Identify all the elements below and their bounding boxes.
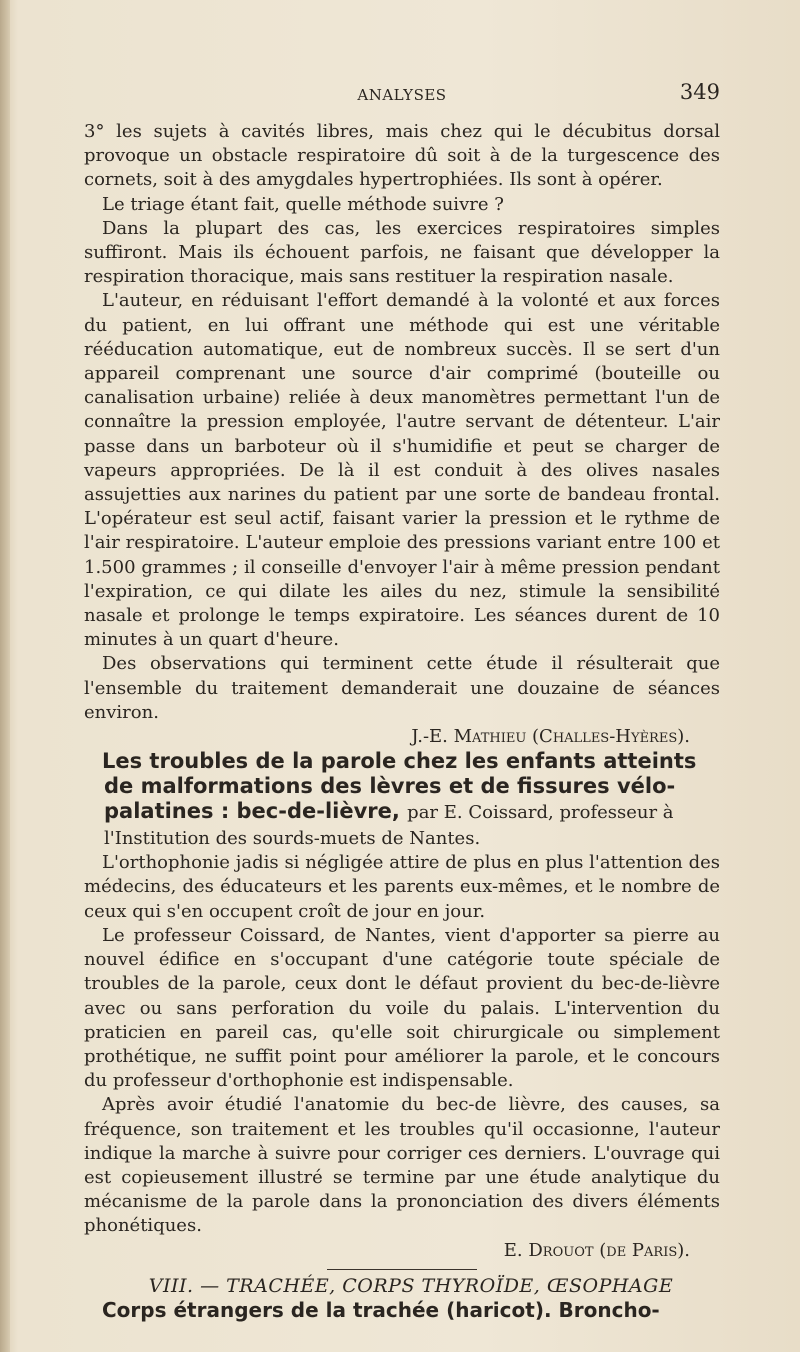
page-header xyxy=(84,80,720,110)
paragraph: Dans la plupart des cas, les exercices respiratoires simples suffiront. Mais ils échouent parfois, ne faisant que développer la respiration thoracique, mais sans restituer la respiration nasale. xyxy=(84,217,720,288)
author-signature: J.-E. Mathieu (Challes-Hyères). xyxy=(411,726,690,748)
paragraph: Le triage étant fait, quelle méthode suivre ? xyxy=(102,193,504,215)
chapter-heading: VIII. — TRACHÉE, CORPS THYROÏDE, ŒSOPHAGE xyxy=(148,1274,674,1297)
article-title xyxy=(84,749,720,851)
body-text xyxy=(84,120,720,1322)
running-head: ANALYSES xyxy=(357,86,447,104)
paragraph: Après avoir étudié l'anatomie du bec-de lièvre, des causes, sa fréquence, son traitement et les troubles qu'il occasionne, l'auteur indique la marche à suivre pour corriger ces derniers. L'ouvrage qui est copieusement illustré se termine par une étude analytique du mécanisme de la parole dans la prononciation des divers éléments phonétiques. xyxy=(84,1094,720,1237)
paragraph: L'auteur, en réduisant l'effort demandé à la volonté et aux forces du patient, en lui offrant une méthode qui est une véritable rééducation automatique, eut de nombreux succès. Il se sert d'un appareil comprenant une source d'air comprimé (bouteille ou canalisation urbaine) reliée à deux manomètres permettant l'un de connaître la pression employée, l'autre servant de détenteur. L'air passe dans un barboteur où il s'humidifie et peut se charger de vapeurs appropriées. De là il est conduit à des olives nasales assujetties aux narines du patient par une sorte de bandeau frontal. L'opérateur est seul actif, faisant varier la pression et le rythme de l'air respiratoire. L'auteur emploie des pressions variant entre 100 et 1.500 grammes ; il conseille d'envoyer l'air à même pression pendant l'expiration, ce qui dilate les ailes du nez, stimule la sensibilité nasale et prolonge le temps expiratoire. Les séances durent de 10 minutes à un quart d'heure. xyxy=(84,290,720,651)
author-signature: E. Drouot (de Paris). xyxy=(503,1239,690,1261)
article-title-text: Les troubles de la parole chez les enfants atteints de malformations des lèvres et de fissures vélo-palatines : bec-de-lièvre, xyxy=(102,749,697,824)
paragraph: Des observations qui terminent cette étude il résulterait que l'ensemble du traitement demanderait une douzaine de séances environ. xyxy=(84,653,720,723)
article-author-line: par E. Coissard, professeur à l'Institution des sourds-muets de Nantes. xyxy=(104,802,674,850)
paragraph: Le professeur Coissard, de Nantes, vient d'apporter sa pierre au nouvel édifice en s'occupant d'une catégorie toute spéciale de troubles de la parole, ceux dont le défaut provient du bec-de-lièvre avec ou sans perforation du voile du palais. L'intervention du praticien en pareil cas, qu'elle soit chirurgicale ou simplement prothétique, ne suffit point pour améliorer la parole, et le concours du professeur d'orthophonie est indispensable. xyxy=(84,924,720,1092)
paragraph: 3° les sujets à cavités libres, mais chez qui le décubitus dorsal provoque un obstacle respiratoire dû soit à de la turgescence des cornets, soit à des amygdales hypertrophiées. Ils sont à opérer. xyxy=(84,121,720,191)
book-binding-edge xyxy=(0,0,10,1352)
paragraph: L'orthophonie jadis si négligée attire de plus en plus l'attention des médecins, des éducateurs et les parents eux-mêmes, et le nombre de ceux qui s'en occupent croît de jour en jour. xyxy=(84,852,720,922)
next-article-title: Corps étrangers de la trachée (haricot). Broncho- xyxy=(102,1297,660,1322)
section-divider xyxy=(327,1269,477,1270)
page-number: 349 xyxy=(679,80,720,104)
